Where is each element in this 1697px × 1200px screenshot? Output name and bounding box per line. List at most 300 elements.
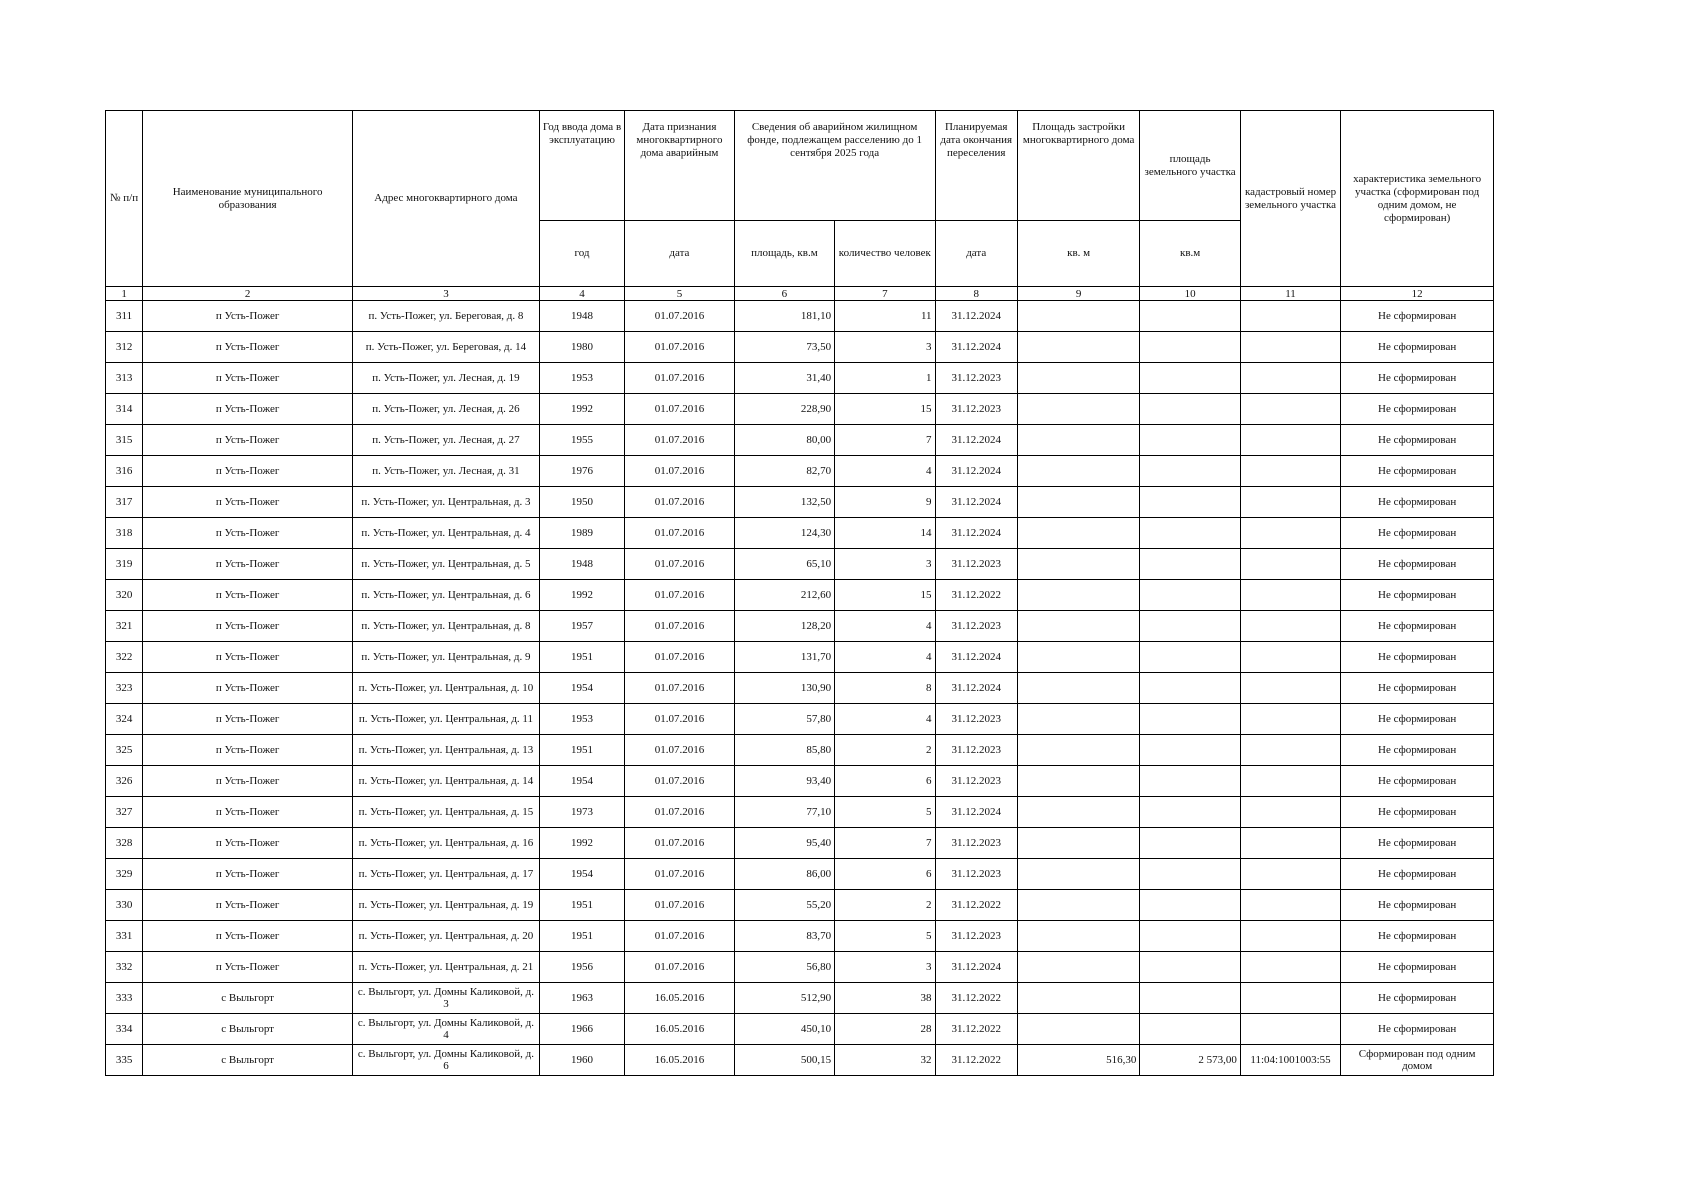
building-area-cell (1017, 394, 1140, 425)
cadastral-number-cell (1240, 828, 1340, 859)
row-number: 333 (106, 983, 143, 1014)
area-cell: 57,80 (734, 704, 834, 735)
header-cadastral: кадастровый номер земельного участка (1240, 111, 1340, 287)
planned-date-cell: 31.12.2024 (935, 673, 1017, 704)
column-number: 3 (353, 287, 540, 301)
recognition-date-cell: 01.07.2016 (625, 611, 734, 642)
recognition-date-cell: 01.07.2016 (625, 797, 734, 828)
recognition-date-cell: 01.07.2016 (625, 890, 734, 921)
area-cell: 65,10 (734, 549, 834, 580)
column-number: 2 (143, 287, 353, 301)
area-cell: 85,80 (734, 735, 834, 766)
address-cell: п. Усть-Пожег, ул. Центральная, д. 15 (353, 797, 540, 828)
area-cell: 93,40 (734, 766, 834, 797)
planned-date-cell: 31.12.2022 (935, 890, 1017, 921)
row-number: 314 (106, 394, 143, 425)
planned-date-cell: 31.12.2024 (935, 425, 1017, 456)
year-built-cell: 1951 (539, 642, 624, 673)
address-cell: п. Усть-Пожег, ул. Береговая, д. 8 (353, 301, 540, 332)
cadastral-number-cell (1240, 332, 1340, 363)
area-cell: 181,10 (734, 301, 834, 332)
recognition-date-cell: 01.07.2016 (625, 921, 734, 952)
land-area-cell: 2 573,00 (1140, 1045, 1240, 1076)
row-number: 324 (106, 704, 143, 735)
row-number: 317 (106, 487, 143, 518)
header-emergency-info: Сведения об аварийном жилищном фонде, подлежащем расселению до 1 сентября 2025 года (734, 111, 935, 221)
planned-date-cell: 31.12.2023 (935, 921, 1017, 952)
table-row (106, 921, 1494, 952)
planned-date-cell: 31.12.2024 (935, 487, 1017, 518)
recognition-date-cell: 16.05.2016 (625, 1014, 734, 1045)
cadastral-number-cell (1240, 549, 1340, 580)
people-count-cell: 38 (835, 983, 935, 1014)
planned-date-cell: 31.12.2023 (935, 704, 1017, 735)
area-cell: 130,90 (734, 673, 834, 704)
recognition-date-cell: 16.05.2016 (625, 1045, 734, 1076)
year-built-cell: 1950 (539, 487, 624, 518)
cadastral-number-cell (1240, 394, 1340, 425)
area-cell: 80,00 (734, 425, 834, 456)
building-area-cell (1017, 518, 1140, 549)
address-cell: п. Усть-Пожег, ул. Центральная, д. 19 (353, 890, 540, 921)
land-status-cell: Не сформирован (1341, 704, 1494, 735)
planned-date-cell: 31.12.2023 (935, 859, 1017, 890)
land-status-cell: Не сформирован (1341, 735, 1494, 766)
column-number: 11 (1240, 287, 1340, 301)
municipality-cell: с Выльгорт (143, 983, 353, 1014)
people-count-cell: 3 (835, 549, 935, 580)
people-count-cell: 3 (835, 952, 935, 983)
address-cell: п. Усть-Пожег, ул. Центральная, д. 13 (353, 735, 540, 766)
building-area-cell (1017, 704, 1140, 735)
address-cell: п. Усть-Пожег, ул. Лесная, д. 26 (353, 394, 540, 425)
cadastral-number-cell (1240, 797, 1340, 828)
building-area-cell (1017, 642, 1140, 673)
header-planned-date: Планируемая дата окончания переселения (935, 111, 1017, 221)
address-cell: п. Усть-Пожег, ул. Центральная, д. 10 (353, 673, 540, 704)
building-area-cell (1017, 1014, 1140, 1045)
building-area-cell (1017, 673, 1140, 704)
table-row (106, 332, 1494, 363)
municipality-cell: п Усть-Пожег (143, 766, 353, 797)
cadastral-number-cell (1240, 518, 1340, 549)
column-number: 10 (1140, 287, 1240, 301)
building-area-cell (1017, 952, 1140, 983)
recognition-date-cell: 01.07.2016 (625, 828, 734, 859)
building-area-cell: 516,30 (1017, 1045, 1140, 1076)
column-number: 5 (625, 287, 734, 301)
municipality-cell: п Усть-Пожег (143, 394, 353, 425)
year-built-cell: 1973 (539, 797, 624, 828)
area-cell: 131,70 (734, 642, 834, 673)
cadastral-number-cell (1240, 766, 1340, 797)
year-built-cell: 1953 (539, 363, 624, 394)
recognition-date-cell: 01.07.2016 (625, 518, 734, 549)
land-area-cell (1140, 704, 1240, 735)
year-built-cell: 1954 (539, 859, 624, 890)
cadastral-number-cell (1240, 859, 1340, 890)
table-row (106, 828, 1494, 859)
address-cell: п. Усть-Пожег, ул. Береговая, д. 14 (353, 332, 540, 363)
people-count-cell: 6 (835, 766, 935, 797)
row-number: 320 (106, 580, 143, 611)
planned-date-cell: 31.12.2023 (935, 735, 1017, 766)
table-row (106, 1045, 1494, 1076)
people-count-cell: 3 (835, 332, 935, 363)
table-row (106, 673, 1494, 704)
municipality-cell: п Усть-Пожег (143, 673, 353, 704)
people-count-cell: 32 (835, 1045, 935, 1076)
area-cell: 55,20 (734, 890, 834, 921)
table-row (106, 611, 1494, 642)
land-status-cell: Не сформирован (1341, 456, 1494, 487)
year-built-cell: 1954 (539, 673, 624, 704)
row-number: 326 (106, 766, 143, 797)
address-cell: с. Выльгорт, ул. Домны Каликовой, д. 3 (353, 983, 540, 1014)
table-row (106, 704, 1494, 735)
column-number: 7 (835, 287, 935, 301)
table-row (106, 363, 1494, 394)
municipality-cell: п Усть-Пожег (143, 580, 353, 611)
address-cell: п. Усть-Пожег, ул. Центральная, д. 17 (353, 859, 540, 890)
building-area-cell (1017, 301, 1140, 332)
cadastral-number-cell (1240, 425, 1340, 456)
area-cell: 450,10 (734, 1014, 834, 1045)
people-count-cell: 8 (835, 673, 935, 704)
planned-date-cell: 31.12.2024 (935, 642, 1017, 673)
year-built-cell: 1951 (539, 890, 624, 921)
cadastral-number-cell (1240, 921, 1340, 952)
municipality-cell: п Усть-Пожег (143, 890, 353, 921)
building-area-cell (1017, 611, 1140, 642)
people-count-cell: 7 (835, 828, 935, 859)
cadastral-number-cell (1240, 983, 1340, 1014)
municipality-cell: п Усть-Пожег (143, 859, 353, 890)
area-cell: 212,60 (734, 580, 834, 611)
planned-date-cell: 31.12.2023 (935, 828, 1017, 859)
header-land-area: площадь земельного участка (1140, 111, 1240, 221)
address-cell: п. Усть-Пожег, ул. Центральная, д. 4 (353, 518, 540, 549)
area-cell: 56,80 (734, 952, 834, 983)
land-status-cell: Не сформирован (1341, 301, 1494, 332)
year-built-cell: 1966 (539, 1014, 624, 1045)
building-area-cell (1017, 549, 1140, 580)
municipality-cell: п Усть-Пожег (143, 301, 353, 332)
column-number: 12 (1341, 287, 1494, 301)
cadastral-number-cell (1240, 1014, 1340, 1045)
area-cell: 31,40 (734, 363, 834, 394)
people-count-cell: 2 (835, 735, 935, 766)
cadastral-number-cell (1240, 952, 1340, 983)
subheader-date2: дата (935, 221, 1017, 287)
year-built-cell: 1980 (539, 332, 624, 363)
recognition-date-cell: 01.07.2016 (625, 363, 734, 394)
land-area-cell (1140, 766, 1240, 797)
row-number: 313 (106, 363, 143, 394)
header-recognition-date: Дата признания многоквартирного дома аварийным (625, 111, 734, 221)
recognition-date-cell: 01.07.2016 (625, 704, 734, 735)
recognition-date-cell: 01.07.2016 (625, 580, 734, 611)
building-area-cell (1017, 766, 1140, 797)
building-area-cell (1017, 363, 1140, 394)
municipality-cell: п Усть-Пожег (143, 363, 353, 394)
year-built-cell: 1948 (539, 301, 624, 332)
building-area-cell (1017, 921, 1140, 952)
land-area-cell (1140, 921, 1240, 952)
subheader-area: площадь, кв.м (734, 221, 834, 287)
row-number: 331 (106, 921, 143, 952)
municipality-cell: п Усть-Пожег (143, 704, 353, 735)
planned-date-cell: 31.12.2022 (935, 1045, 1017, 1076)
year-built-cell: 1953 (539, 704, 624, 735)
table-row (106, 890, 1494, 921)
land-status-cell: Не сформирован (1341, 425, 1494, 456)
planned-date-cell: 31.12.2023 (935, 363, 1017, 394)
cadastral-number-cell (1240, 673, 1340, 704)
land-area-cell (1140, 983, 1240, 1014)
land-area-cell (1140, 580, 1240, 611)
municipality-cell: п Усть-Пожег (143, 425, 353, 456)
table-row (106, 735, 1494, 766)
planned-date-cell: 31.12.2023 (935, 766, 1017, 797)
table-row (106, 766, 1494, 797)
people-count-cell: 6 (835, 859, 935, 890)
people-count-cell: 4 (835, 642, 935, 673)
table-row (106, 797, 1494, 828)
row-number: 323 (106, 673, 143, 704)
address-cell: п. Усть-Пожег, ул. Центральная, д. 8 (353, 611, 540, 642)
year-built-cell: 1989 (539, 518, 624, 549)
land-area-cell (1140, 890, 1240, 921)
planned-date-cell: 31.12.2024 (935, 456, 1017, 487)
recognition-date-cell: 01.07.2016 (625, 642, 734, 673)
emergency-housing-table (105, 110, 1494, 1076)
planned-date-cell: 31.12.2024 (935, 332, 1017, 363)
municipality-cell: п Усть-Пожег (143, 921, 353, 952)
year-built-cell: 1963 (539, 983, 624, 1014)
row-number: 329 (106, 859, 143, 890)
area-cell: 77,10 (734, 797, 834, 828)
people-count-cell: 15 (835, 580, 935, 611)
address-cell: п. Усть-Пожег, ул. Лесная, д. 27 (353, 425, 540, 456)
year-built-cell: 1992 (539, 828, 624, 859)
row-number: 311 (106, 301, 143, 332)
land-area-cell (1140, 518, 1240, 549)
subheader-date: дата (625, 221, 734, 287)
recognition-date-cell: 01.07.2016 (625, 487, 734, 518)
year-built-cell: 1957 (539, 611, 624, 642)
land-area-cell (1140, 332, 1240, 363)
cadastral-number-cell (1240, 611, 1340, 642)
building-area-cell (1017, 735, 1140, 766)
subheader-sqm2: кв.м (1140, 221, 1240, 287)
column-numbers-row (106, 287, 1494, 301)
table-row (106, 301, 1494, 332)
column-number: 1 (106, 287, 143, 301)
address-cell: п. Усть-Пожег, ул. Центральная, д. 5 (353, 549, 540, 580)
year-built-cell: 1955 (539, 425, 624, 456)
municipality-cell: п Усть-Пожег (143, 828, 353, 859)
row-number: 312 (106, 332, 143, 363)
area-cell: 86,00 (734, 859, 834, 890)
recognition-date-cell: 01.07.2016 (625, 301, 734, 332)
column-number: 6 (734, 287, 834, 301)
table-row (106, 394, 1494, 425)
cadastral-number-cell (1240, 456, 1340, 487)
people-count-cell: 15 (835, 394, 935, 425)
land-area-cell (1140, 487, 1240, 518)
land-status-cell: Не сформирован (1341, 1014, 1494, 1045)
cadastral-number-cell (1240, 487, 1340, 518)
building-area-cell (1017, 487, 1140, 518)
municipality-cell: п Усть-Пожег (143, 952, 353, 983)
building-area-cell (1017, 580, 1140, 611)
cadastral-number-cell: 11:04:1001003:55 (1240, 1045, 1340, 1076)
planned-date-cell: 31.12.2023 (935, 611, 1017, 642)
land-status-cell: Не сформирован (1341, 642, 1494, 673)
year-built-cell: 1948 (539, 549, 624, 580)
people-count-cell: 11 (835, 301, 935, 332)
area-cell: 228,90 (734, 394, 834, 425)
table-row (106, 642, 1494, 673)
row-number: 325 (106, 735, 143, 766)
year-built-cell: 1954 (539, 766, 624, 797)
land-status-cell: Не сформирован (1341, 332, 1494, 363)
building-area-cell (1017, 859, 1140, 890)
area-cell: 83,70 (734, 921, 834, 952)
land-area-cell (1140, 549, 1240, 580)
municipality-cell: с Выльгорт (143, 1045, 353, 1076)
row-number: 332 (106, 952, 143, 983)
land-area-cell (1140, 952, 1240, 983)
row-number: 319 (106, 549, 143, 580)
header-num: № п/п (106, 111, 143, 287)
table-row (106, 859, 1494, 890)
table-row (106, 518, 1494, 549)
year-built-cell: 1992 (539, 394, 624, 425)
cadastral-number-cell (1240, 580, 1340, 611)
row-number: 334 (106, 1014, 143, 1045)
building-area-cell (1017, 425, 1140, 456)
recognition-date-cell: 01.07.2016 (625, 673, 734, 704)
land-status-cell: Не сформирован (1341, 828, 1494, 859)
people-count-cell: 4 (835, 611, 935, 642)
table-row (106, 487, 1494, 518)
address-cell: п. Усть-Пожег, ул. Лесная, д. 31 (353, 456, 540, 487)
area-cell: 128,20 (734, 611, 834, 642)
land-status-cell: Не сформирован (1341, 859, 1494, 890)
people-count-cell: 5 (835, 797, 935, 828)
cadastral-number-cell (1240, 890, 1340, 921)
land-status-cell: Не сформирован (1341, 487, 1494, 518)
planned-date-cell: 31.12.2022 (935, 983, 1017, 1014)
address-cell: п. Усть-Пожег, ул. Центральная, д. 6 (353, 580, 540, 611)
land-status-cell: Не сформирован (1341, 518, 1494, 549)
people-count-cell: 7 (835, 425, 935, 456)
column-number: 9 (1017, 287, 1140, 301)
area-cell: 95,40 (734, 828, 834, 859)
building-area-cell (1017, 332, 1140, 363)
row-number: 318 (106, 518, 143, 549)
people-count-cell: 28 (835, 1014, 935, 1045)
land-area-cell (1140, 673, 1240, 704)
planned-date-cell: 31.12.2022 (935, 1014, 1017, 1045)
year-built-cell: 1992 (539, 580, 624, 611)
subheader-year: год (539, 221, 624, 287)
people-count-cell: 9 (835, 487, 935, 518)
building-area-cell (1017, 456, 1140, 487)
people-count-cell: 4 (835, 704, 935, 735)
people-count-cell: 1 (835, 363, 935, 394)
header-building-area: Площадь застройки многоквартирного дома (1017, 111, 1140, 221)
year-built-cell: 1960 (539, 1045, 624, 1076)
people-count-cell: 2 (835, 890, 935, 921)
table-row (106, 580, 1494, 611)
header-address: Адрес многоквартирного дома (353, 111, 540, 287)
area-cell: 132,50 (734, 487, 834, 518)
land-status-cell: Не сформирован (1341, 797, 1494, 828)
table-row (106, 1014, 1494, 1045)
year-built-cell: 1956 (539, 952, 624, 983)
cadastral-number-cell (1240, 301, 1340, 332)
table-row (106, 456, 1494, 487)
address-cell: с. Выльгорт, ул. Домны Каликовой, д. 6 (353, 1045, 540, 1076)
header-land-character: характеристика земельного участка (сформирован под одним домом, не сформирован) (1341, 111, 1494, 287)
address-cell: п. Усть-Пожег, ул. Центральная, д. 3 (353, 487, 540, 518)
row-number: 316 (106, 456, 143, 487)
land-area-cell (1140, 642, 1240, 673)
building-area-cell (1017, 890, 1140, 921)
land-area-cell (1140, 828, 1240, 859)
cadastral-number-cell (1240, 363, 1340, 394)
area-cell: 512,90 (734, 983, 834, 1014)
subheader-people: количество человек (835, 221, 935, 287)
land-status-cell: Сформирован под одним домом (1341, 1045, 1494, 1076)
municipality-cell: п Усть-Пожег (143, 456, 353, 487)
year-built-cell: 1976 (539, 456, 624, 487)
row-number: 330 (106, 890, 143, 921)
land-status-cell: Не сформирован (1341, 394, 1494, 425)
recognition-date-cell: 01.07.2016 (625, 952, 734, 983)
municipality-cell: п Усть-Пожег (143, 797, 353, 828)
building-area-cell (1017, 797, 1140, 828)
cadastral-number-cell (1240, 642, 1340, 673)
municipality-cell: п Усть-Пожег (143, 487, 353, 518)
land-status-cell: Не сформирован (1341, 549, 1494, 580)
recognition-date-cell: 01.07.2016 (625, 735, 734, 766)
recognition-date-cell: 01.07.2016 (625, 549, 734, 580)
people-count-cell: 5 (835, 921, 935, 952)
subheader-sqm: кв. м (1017, 221, 1140, 287)
planned-date-cell: 31.12.2024 (935, 797, 1017, 828)
planned-date-cell: 31.12.2024 (935, 952, 1017, 983)
row-number: 322 (106, 642, 143, 673)
municipality-cell: п Усть-Пожег (143, 518, 353, 549)
planned-date-cell: 31.12.2024 (935, 301, 1017, 332)
row-number: 335 (106, 1045, 143, 1076)
building-area-cell (1017, 828, 1140, 859)
cadastral-number-cell (1240, 735, 1340, 766)
address-cell: п. Усть-Пожег, ул. Центральная, д. 9 (353, 642, 540, 673)
table-row (106, 549, 1494, 580)
planned-date-cell: 31.12.2024 (935, 518, 1017, 549)
year-built-cell: 1951 (539, 921, 624, 952)
land-status-cell: Не сформирован (1341, 611, 1494, 642)
land-area-cell (1140, 611, 1240, 642)
area-cell: 124,30 (734, 518, 834, 549)
header-municipality: Наименование муниципального образования (143, 111, 353, 287)
row-number: 327 (106, 797, 143, 828)
